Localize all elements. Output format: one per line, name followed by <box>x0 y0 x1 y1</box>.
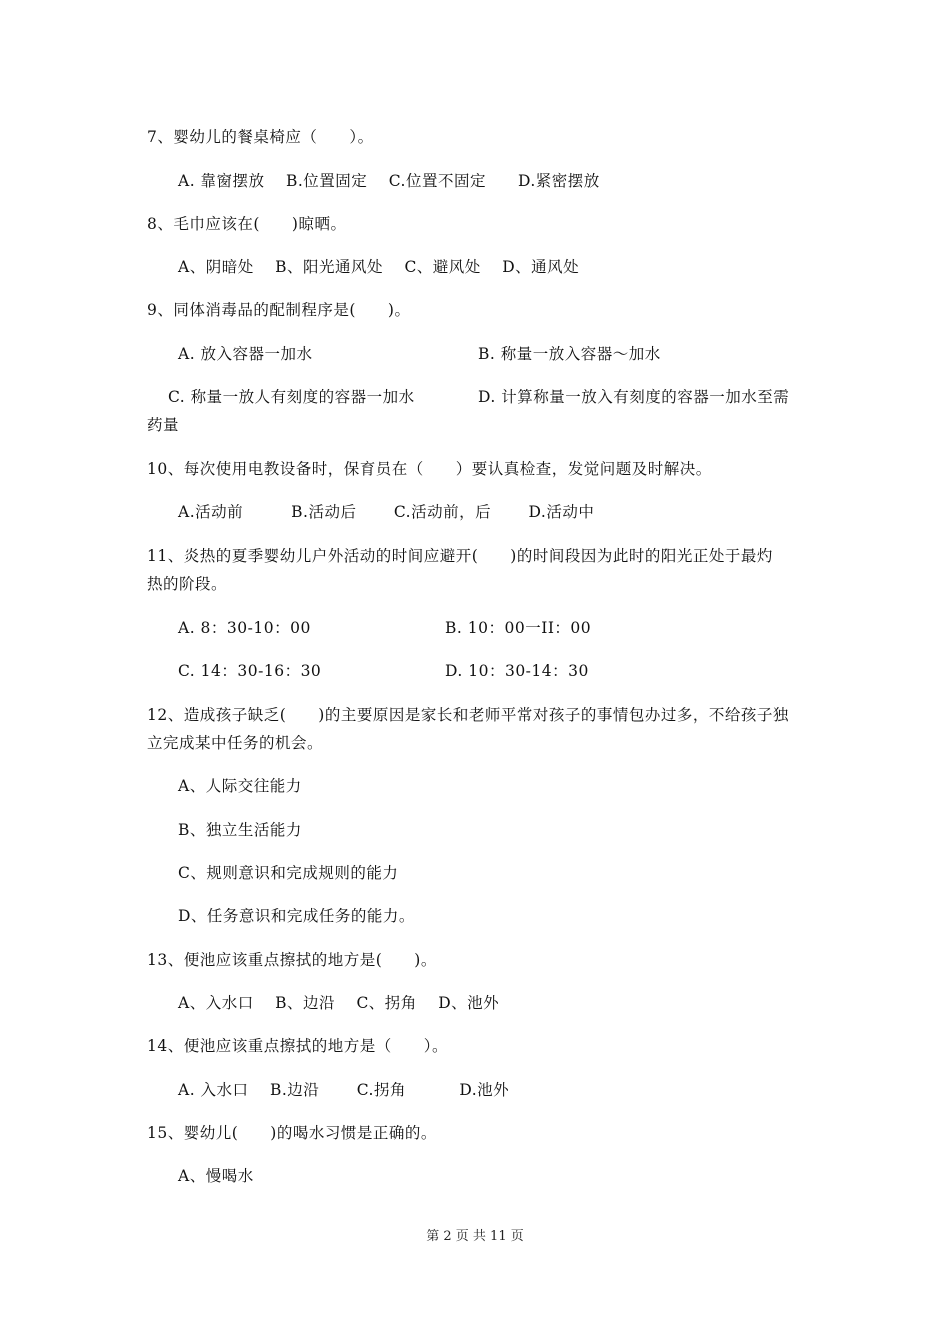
question-14: 14、便池应该重点擦拭的地方是（ ）。 <box>147 1037 448 1055</box>
question-10-options: A.活动前 B.活动后 C.活动前，后 D.活动中 <box>178 503 595 521</box>
question-12-option-a: A、人际交往能力 <box>178 777 302 795</box>
question-9-continuation: 药量 <box>147 416 180 434</box>
question-12-option-b: B、独立生活能力 <box>178 821 302 839</box>
question-12-option-d: D、任务意识和完成任务的能力。 <box>178 907 415 925</box>
question-15-option-a: A、慢喝水 <box>178 1167 254 1185</box>
question-9: 9、同体消毒品的配制程序是( )。 <box>147 301 411 319</box>
question-15: 15、婴幼儿( )的喝水习惯是正确的。 <box>147 1124 437 1142</box>
question-8: 8、毛巾应该在( )晾晒。 <box>147 215 347 233</box>
question-13: 13、便池应该重点擦拭的地方是( )。 <box>147 951 437 969</box>
question-9-option-b: B. 称量一放入容器～加水 <box>478 345 661 363</box>
question-11-option-d: D. 10：30-14：30 <box>445 662 589 680</box>
question-9-option-a: A. 放入容器一加水 <box>178 345 313 363</box>
question-8-options: A、阴暗处 B、阳光通风处 C、避风处 D、通风处 <box>178 258 580 276</box>
question-12-option-c: C、规则意识和完成规则的能力 <box>178 864 399 882</box>
question-13-options: A、入水口 B、边沿 C、拐角 D、池外 <box>178 994 500 1012</box>
question-7-options: A. 靠窗摆放 B.位置固定 C.位置不固定 D.紧密摆放 <box>178 172 600 190</box>
question-11-option-b: B. 10：00一II：00 <box>445 619 592 637</box>
question-11-option-a: A. 8：30-10：00 <box>178 619 311 637</box>
question-9-option-c: C. 称量一放人有刻度的容器一加水 <box>168 388 415 406</box>
question-12: 12、造成孩子缺乏( )的主要原因是家长和老师平常对孩子的事情包办过多，不给孩子独 <box>147 706 789 724</box>
question-9-option-d: D. 计算称量一放入有刻度的容器一加水至需 <box>478 388 790 406</box>
page-footer: 第 2 页 共 11 页 <box>426 1229 524 1244</box>
question-7: 7、婴幼儿的餐桌椅应（ ）。 <box>147 128 374 146</box>
question-11: 11、炎热的夏季婴幼儿户外活动的时间应避开( )的时间段因为此时的阳光正处于最灼 <box>147 547 773 565</box>
question-11-continuation: 热的阶段。 <box>147 575 228 593</box>
question-12-continuation: 立完成某中任务的机会。 <box>147 734 324 752</box>
question-14-options: A. 入水口 B.边沿 C.拐角 D.池外 <box>178 1081 510 1099</box>
question-10: 10、每次使用电教设备时，保育员在（ ）要认真检查，发觉问题及时解决。 <box>147 460 712 478</box>
question-11-option-c: C. 14：30-16：30 <box>178 662 322 680</box>
